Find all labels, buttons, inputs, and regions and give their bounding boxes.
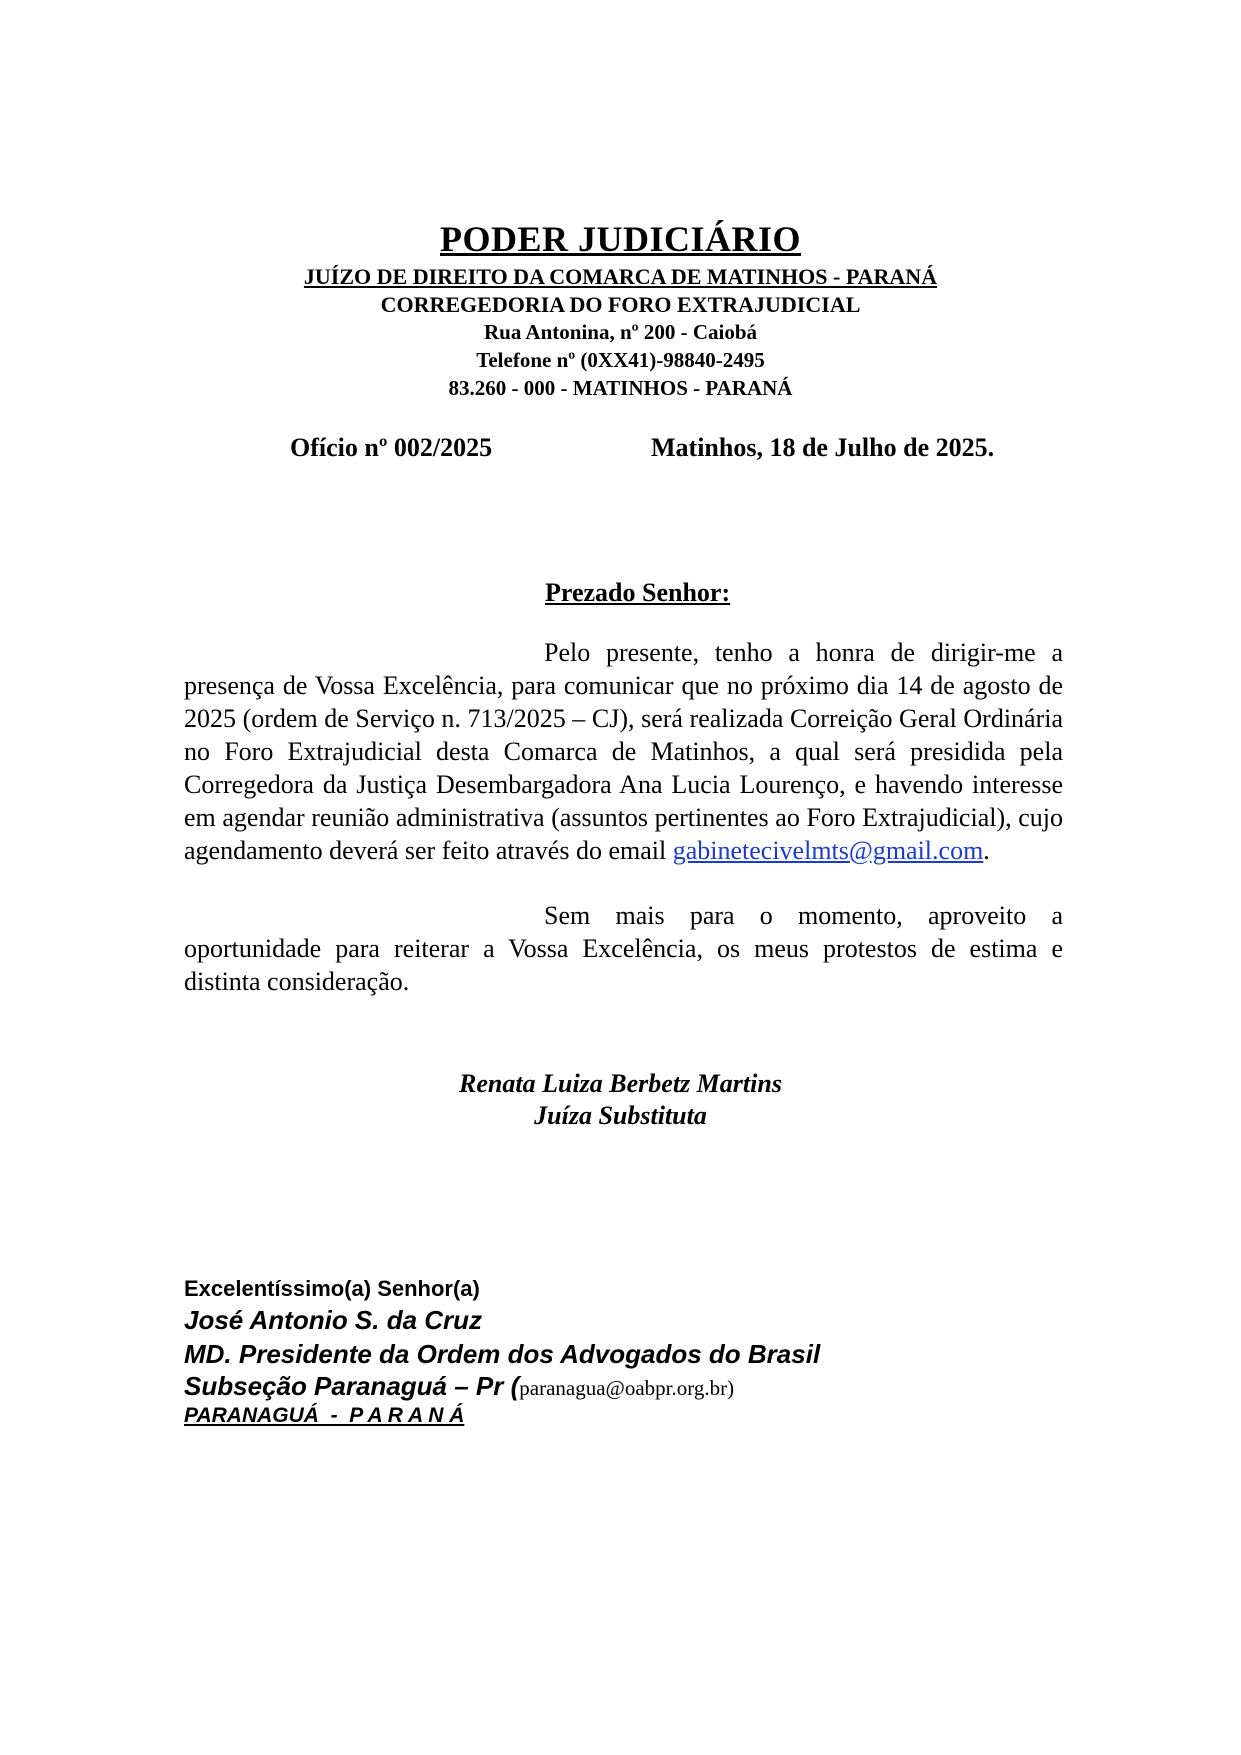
court-address: Rua Antonina, nº 200 - Caiobá <box>484 320 757 344</box>
court-postal: 83.260 - 000 - MATINHOS - PARANÁ <box>448 376 793 400</box>
signature-name: Renata Luiza Berbetz Martins <box>459 1069 782 1098</box>
department-name: CORREGEDORIA DO FORO EXTRAJUDICIAL <box>380 292 861 317</box>
court-name: JUÍZO DE DIREITO DA COMARCA DE MATINHOS - PARANÁ <box>303 264 938 289</box>
letter-place-date: Matinhos, 18 de Julho de 2025. <box>651 433 995 462</box>
recipient-subsection-text: Subseção Paranaguá – Pr ( <box>184 1371 520 1401</box>
letter-salutation: Prezado Senhor: <box>545 578 731 607</box>
recipient-salutation: Excelentíssimo(a) Senhor(a) <box>184 1276 480 1301</box>
paragraph-1-text: Pelo presente, tenho a honra de dirigir-me a presença de Vossa Excelência, para comunicar que no próximo dia 14 de agosto de 2025 (ordem de Serviço n. 713/2025 – CJ), será realizada Correição Geral Ordinária no Foro Extrajudicial desta Comarca de Matinhos, a qual será presidida pela Corregedora da Justiça Desembargadora Ana Lucia Lourenço, e havendo interesse em agendar reunião administrativa (assuntos pertinentes ao Foro Extrajudicial), cujo agendamento deverá ser feito através do email <box>184 638 1063 865</box>
paragraph-2-text: Sem mais para o momento, aproveito a oportunidade para reiterar a Vossa Excelência, os meus protestos de estima e distinta consideração. <box>184 901 1063 996</box>
contact-email-link[interactable]: gabinetecivelmts@gmail.com <box>672 836 984 865</box>
letter-paragraph-1 <box>184 636 1063 867</box>
page-title: PODER JUDICIÁRIO <box>439 219 802 259</box>
letter-number: Ofício nº 002/2025 <box>290 433 493 462</box>
recipient-city: PARANAGUÁ - P A R A N Á <box>184 1404 465 1427</box>
letter-paragraph-2 <box>184 899 1063 998</box>
recipient-title: MD. Presidente da Ordem dos Advogados do Brasil <box>184 1339 821 1369</box>
court-phone: Telefone nº (0XX41)-98840-2495 <box>476 348 765 372</box>
paragraph-1-end: . <box>983 836 990 865</box>
signature-role: Juíza Substituta <box>534 1101 707 1130</box>
recipient-name: José Antonio S. da Cruz <box>184 1305 483 1335</box>
recipient-subsection <box>184 1371 734 1402</box>
recipient-email: paranagua@oabpr.org.br) <box>519 1376 735 1400</box>
